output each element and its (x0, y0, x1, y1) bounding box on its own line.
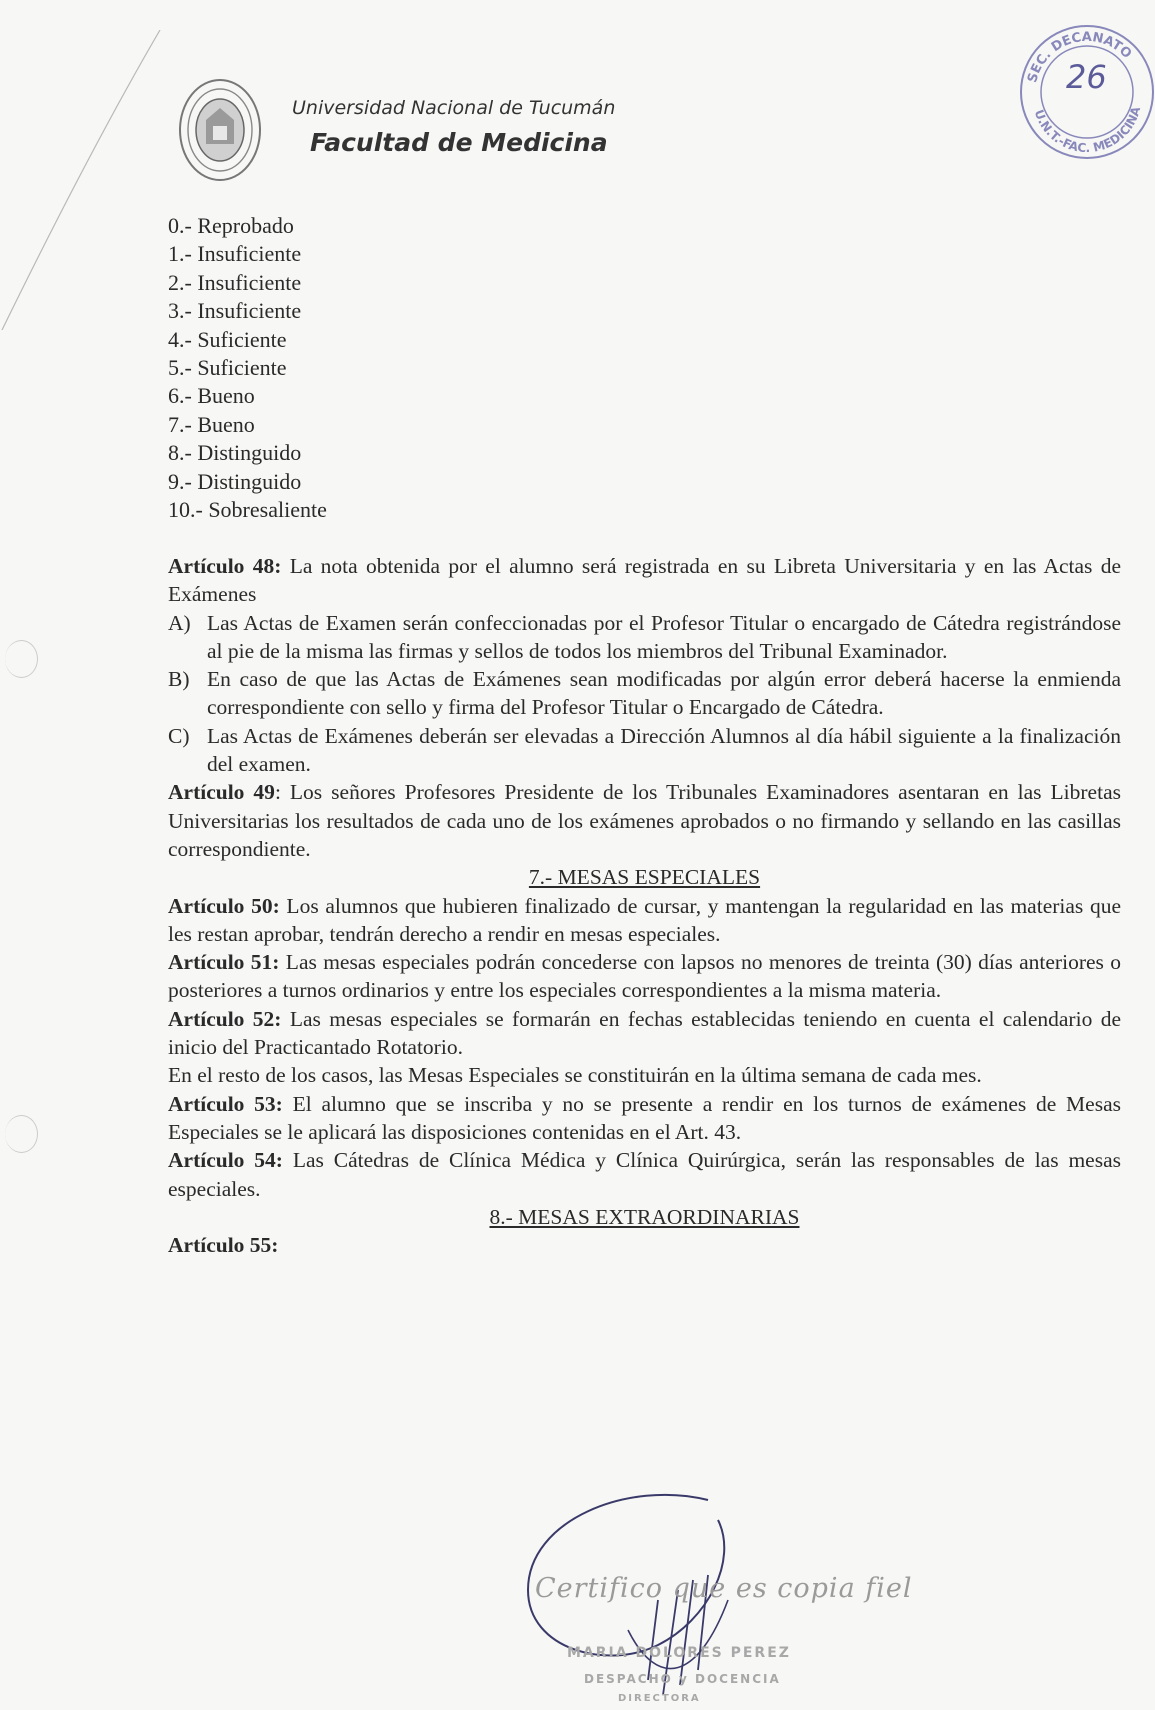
item-label: A) (168, 610, 191, 635)
article-label: Artículo 54: (168, 1148, 283, 1173)
article-text: Las mesas especiales podrán concederse con lapsos no menores de treinta (30) días anteriores o posteriores a turnos ordinarios y entre los especiales correspondientes a la misma materia. (168, 950, 1121, 1003)
university-name: Universidad Nacional de Tucumán (292, 97, 616, 119)
item-label: C) (168, 723, 190, 748)
signer-department: DESPACHO y DOCENCIA (584, 1672, 781, 1686)
punch-hole-mark (5, 640, 38, 678)
grade-item: 2.- Insuficiente (168, 269, 302, 295)
article-label: Artículo 55: (168, 1233, 279, 1258)
stamp-page-number: 26 (1066, 58, 1107, 96)
signer-name: MARIA DOLORES PEREZ (567, 1645, 791, 1661)
article-text: : Los señores Profesores Presidente de los Tribunales Examinadores asentaran en las Libretas Universitarias los resultados de cada uno de los exámenes aprobados o no firmando y sellando en las casillas correspondiente. (168, 780, 1121, 861)
item-text: En caso de que las Actas de Exámenes sean modificadas por algún error deberá hacerse la enmienda correspondiente con sello y firma del Profesor Titular o Encargado de Cátedra. (207, 667, 1121, 720)
rest-of-cases-paragraph: En el resto de los casos, las Mesas Especiales se constituirán en la última semana de cada mes. (168, 1063, 982, 1088)
stamp-bottom-text: U.N.T.-FAC. MEDICINA (1031, 105, 1144, 156)
article-text: Los alumnos que hubieren finalizado de cursar, y mantengan la regularidad en las materias que les restan aprobar, tendrán derecho a rendir en mesas especiales. (168, 893, 1121, 946)
grade-scale-list (168, 212, 327, 524)
svg-text:U.N.T.-FAC. MEDICINA (1032, 104, 1144, 155)
article-55 (168, 1231, 1121, 1259)
grade-item: 10.- Sobresaliente (168, 497, 327, 523)
article-48-item-c (168, 722, 1121, 779)
pen-stroke-mark (0, 30, 170, 330)
item-label: B) (168, 667, 190, 692)
article-label: Artículo 52: (168, 1006, 282, 1031)
article-label: Artículo 48: (168, 554, 282, 578)
article-text: La nota obtenida por el alumno será registrada en su Libreta Universitaria y en las Actas de Exámenes (168, 554, 1121, 607)
punch-hole-mark (5, 1115, 38, 1153)
signer-title: DIRECTORA (618, 1693, 701, 1704)
article-51 (168, 948, 1121, 1005)
article-49 (168, 778, 1121, 863)
grade-item: 7.- Bueno (168, 411, 255, 437)
grade-item: 6.- Bueno (168, 383, 255, 409)
article-48-item-a (168, 609, 1121, 666)
grade-item: 5.- Suficiente (168, 355, 287, 381)
grade-item: 8.- Distinguido (168, 440, 302, 466)
article-54 (168, 1146, 1121, 1203)
article-53 (168, 1090, 1121, 1147)
item-text: Las Actas de Examen serán confeccionadas por el Profesor Titular o encargado de Cátedra registrándose al pie de la misma las firmas y sellos de todos los miembros del Tribunal Examinador. (207, 610, 1121, 663)
article-text: El alumno que se inscriba y no se presente a rendir en los turnos de exámenes de Mesas Especiales se le aplicará las disposiciones contenidas en el Art. 43. (168, 1091, 1121, 1144)
article-label: Artículo 49 (168, 780, 275, 805)
article-text: Las mesas especiales se formarán en fechas establecidas teniendo en cuenta el calendario de inicio del Practicantado Rotatorio. (168, 1006, 1121, 1060)
certification-stamp-text: Certifico que es copia fiel (535, 1573, 913, 1604)
grade-item: 0.- Reprobado (168, 213, 294, 238)
grade-item: 9.- Distinguido (168, 468, 302, 494)
article-label: Artículo 53: (168, 1091, 283, 1116)
grade-item: 3.- Insuficiente (168, 298, 302, 324)
article-52 (168, 1005, 1121, 1062)
article-text: Las Cátedras de Clínica Médica y Clínica Quirúrgica, serán las responsables de las mesas especiales. (168, 1148, 1121, 1201)
article-48 (168, 552, 1121, 609)
article-label: Artículo 51: (168, 950, 280, 975)
grade-item: 1.- Insuficiente (168, 241, 302, 267)
faculty-name: Facultad de Medicina (310, 128, 608, 157)
article-label: Artículo 50: (168, 893, 280, 918)
section-heading-8: 8.- MESAS EXTRAORDINARIAS (489, 1204, 800, 1229)
item-text: Las Actas de Exámenes deberán ser elevadas a Dirección Alumnos al día hábil siguiente a la finalización del examen. (207, 723, 1121, 777)
stamp-top-text: SEC. DECANATO (1025, 29, 1135, 85)
university-seal-icon (178, 78, 262, 182)
grade-item: 4.- Suficiente (168, 326, 287, 352)
article-48-item-b (168, 665, 1121, 722)
section-heading-7: 7.- MESAS ESPECIALES (528, 865, 761, 890)
document-body (168, 552, 1121, 1259)
article-50 (168, 892, 1121, 949)
